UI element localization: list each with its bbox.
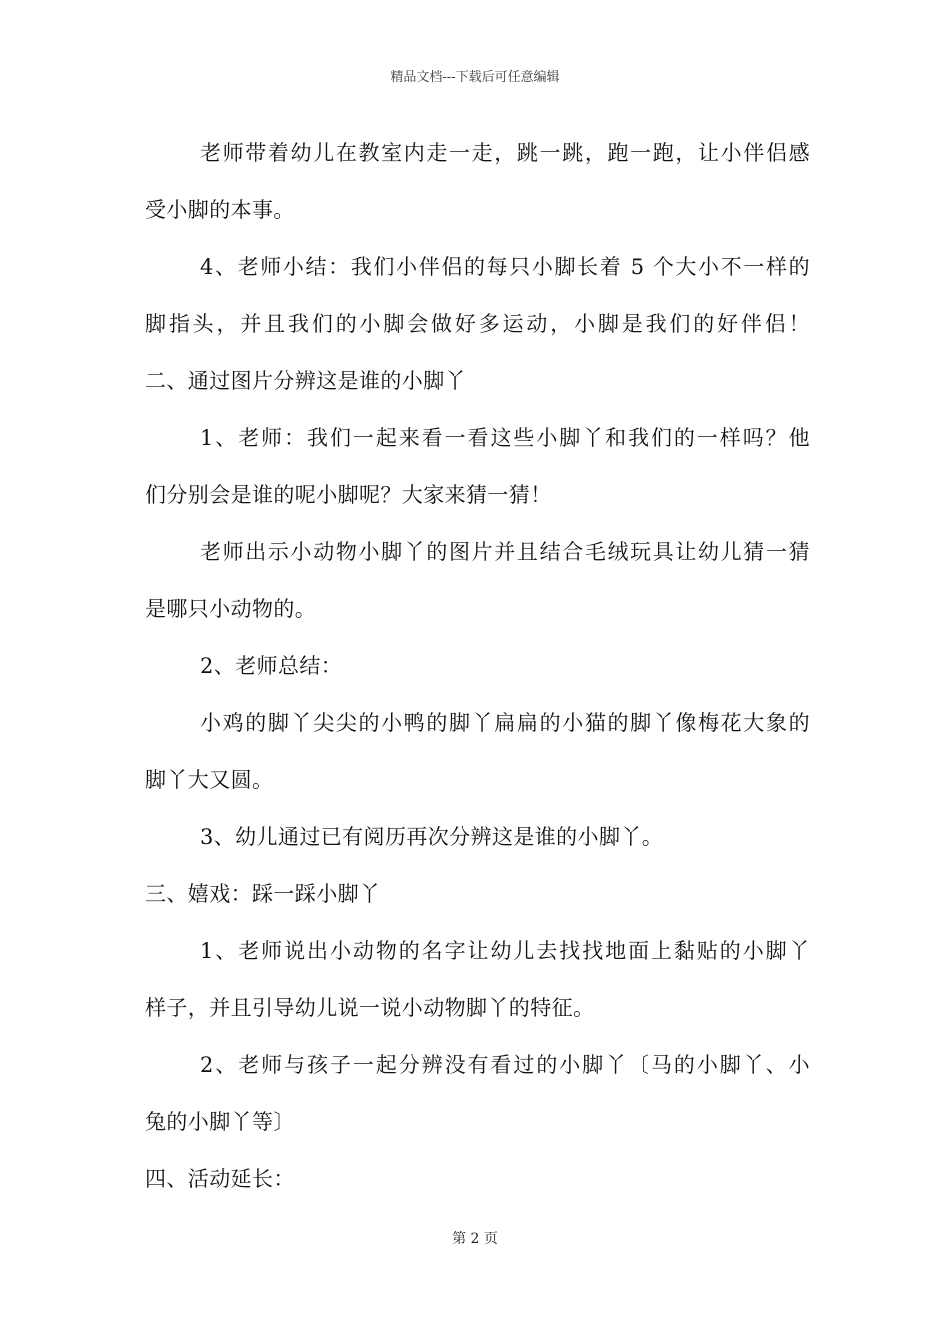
paragraph-line: 1、老师：我们一起来看一看这些小脚丫和我们的一样吗？他 [200,426,810,450]
paragraph-line: 样子，并且引导幼儿说一说小动物脚丫的特征。 [145,996,595,1020]
paragraph-line: 受小脚的本事。 [145,198,295,222]
paragraph-line: 2、老师总结： [200,654,343,678]
paragraph-line: 脚指头，并且我们的小脚会做好多运动，小脚是我们的好伴侣！ [145,312,810,336]
paragraph-line: 兔的小脚丫等〕 [145,1110,295,1134]
section-heading: 四、活动延长： [145,1167,295,1191]
paragraph-line: 1、老师说出小动物的名字让幼儿去找找地面上黏贴的小脚丫 [200,939,810,963]
paragraph-line: 老师带着幼儿在教室内走一走，跳一跳，跑一跑，让小伴侣感 [200,141,810,165]
section-heading: 三、嬉戏：踩一踩小脚丫 [145,882,381,906]
paragraph-line: 3、幼儿通过已有阅历再次分辨这是谁的小脚丫。 [200,825,664,849]
paragraph-line: 是哪只小动物的。 [145,597,317,621]
paragraph-line: 4、老师小结：我们小伴侣的每只小脚长着 5 个大小不一样的 [200,255,810,279]
paragraph-line: 老师出示小动物小脚丫的图片并且结合毛绒玩具让幼儿猜一猜 [200,540,810,564]
paragraph-line: 们分别会是谁的呢小脚呢？大家来猜一猜！ [145,483,552,507]
paragraph-line: 小鸡的脚丫尖尖的小鸭的脚丫扁扁的小猫的脚丫像梅花大象的 [200,711,810,735]
section-heading: 二、通过图片分辨这是谁的小脚丫 [145,369,466,393]
page-header: 精品文档---下载后可任意编辑 [390,70,560,85]
paragraph-line: 2、老师与孩子一起分辨没有看过的小脚丫〔马的小脚丫、小 [200,1053,810,1077]
paragraph-line: 脚丫大又圆。 [145,768,274,792]
page-number: 第 2 页 [452,1231,498,1247]
